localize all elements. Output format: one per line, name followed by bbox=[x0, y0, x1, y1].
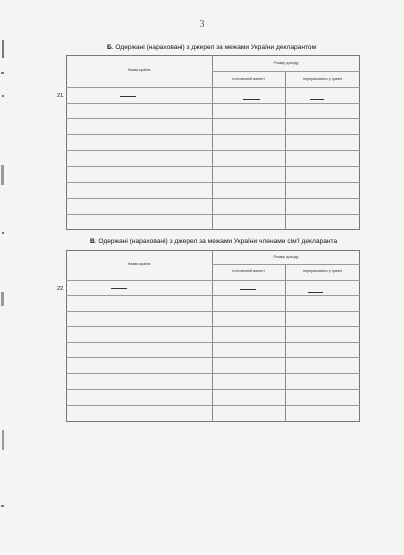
empty-dash bbox=[243, 99, 260, 100]
table-row bbox=[66, 118, 360, 119]
table-row bbox=[66, 373, 360, 374]
empty-dash bbox=[308, 292, 323, 293]
table-b-divider bbox=[212, 55, 213, 230]
table-b-header-bottom bbox=[66, 87, 360, 88]
col-foreign-currency-header: в іноземній валюті bbox=[232, 269, 265, 273]
table-v-divider bbox=[285, 264, 286, 422]
table-row bbox=[66, 182, 360, 183]
table-row bbox=[66, 342, 360, 343]
table-row bbox=[66, 198, 360, 199]
table-row bbox=[66, 134, 360, 135]
col-income-size-header: Розмір доходу bbox=[273, 255, 299, 259]
col-converted-uah-header: перераховано у гривні bbox=[302, 269, 343, 273]
scan-edge-marks bbox=[0, 0, 14, 555]
table-row bbox=[66, 214, 360, 215]
table-row bbox=[66, 311, 360, 312]
table-row bbox=[66, 166, 360, 167]
table-v-header-split bbox=[212, 264, 360, 265]
section-v-letter: В bbox=[90, 238, 95, 245]
row-number-21: 21. bbox=[57, 93, 65, 99]
section-v-title-text: . Одержані (нараховані) з джерел за межами України членами сім'ї декларанта bbox=[94, 238, 338, 245]
table-v-header-bottom bbox=[66, 280, 360, 281]
col-country-header: Назва країни bbox=[127, 262, 151, 266]
col-foreign-currency-header: в іноземній валюті bbox=[232, 77, 265, 81]
empty-dash bbox=[111, 288, 127, 289]
table-v bbox=[66, 250, 360, 422]
table-b-header-split bbox=[212, 71, 360, 72]
table-row bbox=[66, 405, 360, 406]
page-number: 3 bbox=[199, 19, 205, 30]
empty-dash bbox=[240, 289, 256, 290]
table-row bbox=[66, 326, 360, 327]
table-row bbox=[66, 295, 360, 296]
section-b-letter: Б bbox=[107, 44, 112, 51]
table-row bbox=[66, 357, 360, 358]
table-row bbox=[66, 103, 360, 104]
col-country-header: Назва країни bbox=[127, 68, 151, 72]
col-income-size-header: Розмір доходу bbox=[273, 61, 299, 65]
empty-dash bbox=[120, 96, 136, 97]
table-row bbox=[66, 150, 360, 151]
col-converted-uah-header: перераховано у гривні bbox=[302, 77, 343, 81]
section-b-title-text: . Одержані (нараховані) з джерел за межами України декларантом bbox=[111, 44, 317, 51]
row-number-22: 22. bbox=[57, 286, 65, 292]
section-v-title bbox=[90, 238, 337, 245]
table-v-divider bbox=[212, 250, 213, 422]
section-b-title bbox=[107, 44, 316, 51]
empty-dash bbox=[310, 99, 324, 100]
table-row bbox=[66, 389, 360, 390]
table-b bbox=[66, 55, 360, 230]
